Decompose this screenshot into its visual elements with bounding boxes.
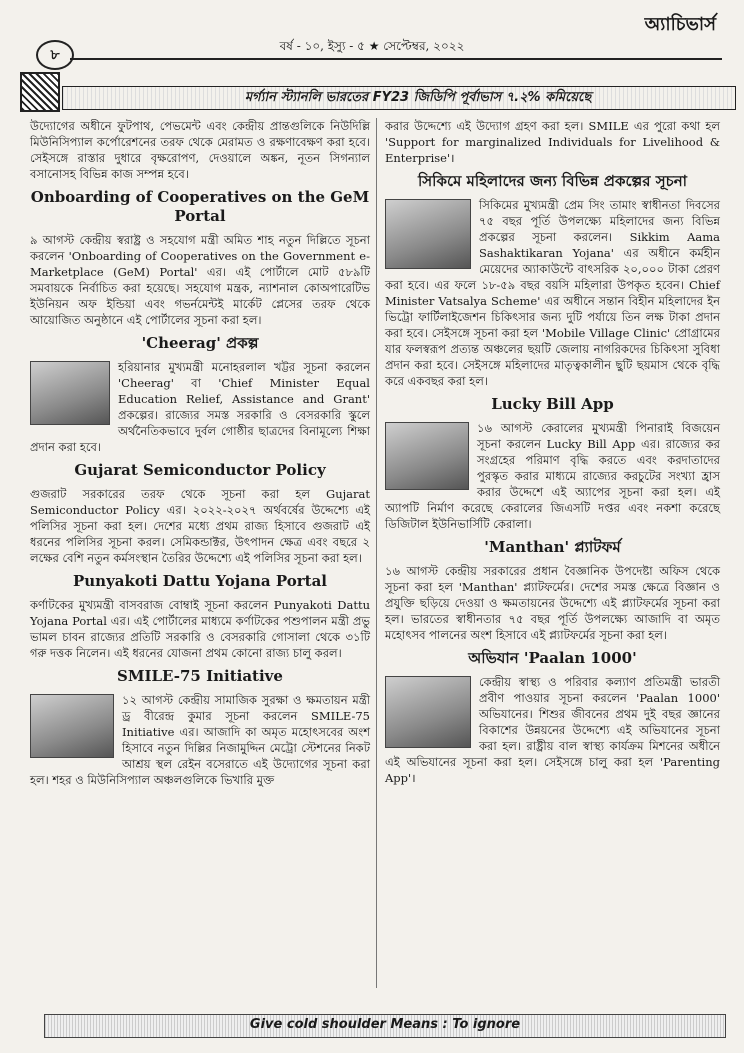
section-title-lucky-bill: Lucky Bill App xyxy=(491,395,614,413)
photo-kerala-cm xyxy=(385,422,469,490)
photo-smile-minister xyxy=(30,694,114,758)
photo-sikkim-cm xyxy=(385,199,471,269)
section-body-gem: ৯ আগস্ট কেন্দ্রীয় স্বরাষ্ট্র ও সহযোগ মন্ত্রী অমিত শাহ নতুন দিল্লিতে সূচনা করলেন 'Onboarding of Cooperatives on the Government e-Marketplace (GeM) Portal' এর। এই পোর্টালে মোট ৫৮৯টি সমবায়কে নির্বাচিত করা হয়েছে। সহযোগ মন্ত্রক, ন্যাশনাল কোঅপারেটিভ ইউনিয়ন অফ ইন্ডিয়া এবং গভর্নমেন্টই মার্কেট প্লেসের তরফ থেকে আয়োজিত অনুষ্ঠানে এই পোর্টালের সূচনা করা হল। xyxy=(30,233,370,327)
right-intro-text: করার উদ্দেশ্যে এই উদ্যোগ গ্রহণ করা হল। SMILE এর পুরো কথা হল 'Support for marginalized Individuals for Livelihood & Enterprise'। xyxy=(385,119,720,165)
banner-headline: মর্গ্যান স্ট্যানলি ভারতের FY23 জিডিপি পূর্বাভাস ৭.২% কমিয়েছে xyxy=(244,90,592,105)
section-title-paalan: অভিযান 'Paalan 1000' xyxy=(468,649,637,667)
section-title-smile: SMILE-75 Initiative xyxy=(117,667,283,685)
section-title-manthan: 'Manthan' প্ল্যাটফর্ম xyxy=(484,538,621,556)
left-intro-text: উদ্যোগের অধীনে ফুটপাথ, পেভমেন্ট এবং কেন্দ্রীয় প্রান্তগুলিকে নিউদিল্লি মিউনিসিপ্যাল কর্পোরেশনের তরফ থেকে মেরামত ও রক্ষণাবেক্ষণ করা হবে। সেইসঙ্গে রাস্তার দুধারে বৃক্ষরোপণ, দেওয়ালে অঙ্কন, নূতন সিগন্যাল বসানোসহ বিভিন্ন কাজ সম্পন্ন হবে। xyxy=(30,119,370,181)
page-number: ৮ xyxy=(36,40,74,70)
photo-health-minister xyxy=(385,676,471,748)
section-title-punyakoti: Punyakoti Dattu Yojana Portal xyxy=(72,572,328,590)
section-body-gujarat: গুজরাট সরকারের তরফ থেকে সূচনা করা হল Gujarat Semiconductor Policy এর। ২০২২-২০২৭ অর্থবর্ষের উদ্দেশ্যে এই পলিসির সূচনা করা হল। দেশের মধ্যে প্রথম রাজ্য হিসাবে গুজরাট এই ধরনের পলিসির সূচনা করল। সেমিকন্ডাক্টর, উৎপাদন ক্ষেত্র এবং বছরে ২ লক্ষের বেশি নতুন কর্মসংস্থান তৈরির উদ্দেশ্যে এই পলিসির সূচনা করা হল। xyxy=(30,487,370,565)
section-body-cheerag: হরিয়ানার মুখ্যমন্ত্রী মনোহরলাল খট্টর সূচনা করলেন 'Cheerag' বা 'Chief Minister Equal Education Relief, Assistance and Grant' প্রকল্পের। রাজ্যের সমস্ত সরকারি ও বেসরকারি স্কুলে অর্থনৈতিকভাবে দুর্বল গোষ্ঠীর ছাত্রদের বিনামূল্যে শিক্ষা প্রদান করা হবে। xyxy=(30,360,370,454)
column-divider xyxy=(376,118,377,988)
section-title-gem: Onboarding of Cooperatives on the GeM Portal xyxy=(30,188,370,225)
section-body-paalan: কেন্দ্রীয় স্বাস্থ্য ও পরিবার কল্যাণ প্রতিমন্ত্রী ভারতী প্রবীণ পাওয়ার সূচনা করলেন 'Paalan 1000' অভিযানের। শিশুর জীবনের প্রথম দুই বছর জ্ঞানের বিকাশের উন্নয়নের উদ্দেশ্যে এই অভিযানের সূচনা করা হল। রাষ্ট্রীয় বাল স্বাস্থ্য কার্যক্রম মিশনের অধীনে এই অভিযানের সূচনা করা হল। সেইসঙ্গে চালু করা হল 'Parenting App'। xyxy=(385,675,720,785)
section-body-sikkim: সিকিমের মুখ্যমন্ত্রী প্রেম সিং তামাং স্বাধীনতা দিবসের ৭৫ বছর পূর্তি উপলক্ষ্যে মহিলাদের জন্য বিভিন্ন প্রকল্পের সূচনা করলেন। Sikkim Aama Sashaktikaran Yojana' এর অধীনে কর্মহীন মেয়েদের অ্যাকাউন্টে বাৎসরিক ২০,০০০ টাকা প্রেরণ করা হবে। এর ফলে ১৮-৫৯ বছর বয়সি মহিলারা উপকৃত হবেন। Chief Minister Vatsalya Scheme' এর অধীনে সন্তান বিহীন মহিলাদের ইন ভিট্রো ফার্টিলাইজেশন চিকিৎসার জন্য দুটি পর্যায়ে তিন লক্ষ টাকা প্রদান করা হবে। সেইসঙ্গে সূচনা করা হল 'Mobile Village Clinic' প্রোগ্রামের যার ফলস্বরূপ প্রত্যন্ত অঞ্চলের ছয়টি জেলায় নাগরিকদের চিকিৎসা সুবিধা প্রদান করা হবে। সেইসঙ্গে মহিলাদের মাতৃত্বকালীন ছুটি ছয়মাস থেকে বৃদ্ধি করে একবছর করা হল। xyxy=(385,198,720,388)
newspaper-icon xyxy=(20,72,60,112)
header-rule xyxy=(70,58,722,60)
headline-banner xyxy=(20,72,736,112)
issue-info: বর্ষ - ১০, ইস্যু - ৫ ★ সেপ্টেম্বর, ২০২২ xyxy=(279,39,465,53)
footer-strip xyxy=(44,1014,726,1038)
footer-idiom: Give cold shoulder Means : To ignore xyxy=(249,1017,521,1032)
photo-haryana-cm xyxy=(30,361,110,425)
section-title-gujarat: Gujarat Semiconductor Policy xyxy=(74,461,326,479)
brand-logo: অ্যাচিভার্স xyxy=(644,14,716,35)
section-body-smile: ১২ আগস্ট কেন্দ্রীয় সামাজিক সুরক্ষা ও ক্ষমতায়ন মন্ত্রী ড্র বীরেন্দ্র কুমার সূচনা করলেন SMILE-75 Initiative এর। আজাদি কা অমৃত মহোৎসবের অংশ হিসাবে নতুন দিল্লির নিজামুদ্দিন মেট্রো স্টেশনের নিকট আশ্রয় স্থল রেইন বসেরাতে এই উদ্যোগের সূচনা করা হল। শহর ও মিউনিসিপ্যাল অঞ্চলগুলিকে ভিখারি মুক্ত xyxy=(30,693,370,787)
section-body-manthan: ১৬ আগস্ট কেন্দ্রীয় সরকারের প্রধান বৈজ্ঞানিক উপদেষ্টা অফিস থেকে সূচনা করা হল 'Manthan' প্ল্যাটফর্মের। দেশের সমস্ত ক্ষেত্রে বিজ্ঞান ও প্রযুক্তি ছড়িয়ে দেওয়া ও ক্ষমতায়নের উদ্দেশ্যে এই প্ল্যাটফর্মের সূচনা করা হল। ভারতের স্বাধীনতার ৭৫ বছর পূর্তি উপলক্ষ্যে আজাদি বা অমৃত মহোৎসব পালনের অংশ হিসাবে এই প্ল্যাটফর্মের সূচনা করা হল। xyxy=(385,564,720,642)
section-body-punyakoti: কর্ণাটকের মুখ্যমন্ত্রী বাসবরাজ বোম্বাই সূচনা করলেন Punyakoti Dattu Yojana Portal এর। এই পোর্টালের মাধ্যমে কর্ণাটকের পশুপালন মন্ত্রী প্রভু ভামল চাবন রাজ্যের প্রতিটি সরকারি ও বেসরকারি গোসালা থেকে ৩১টি গরু দত্তক নিলেন। এই ধরনের যোজনা প্রথম কোনো রাজ্য চালু করল। xyxy=(30,598,370,660)
right-column xyxy=(385,118,720,788)
section-body-lucky-bill: ১৬ আগস্ট কেরালের মুখ্যমন্ত্রী পিনারাই বিজয়েন সূচনা করলেন Lucky Bill App এর। রাজ্যের কর সংগ্রহের পরিমাণ বৃদ্ধি করতে এবং করদাতাদের পুরস্কৃত করার মাধ্যমে রাজ্যের করচুটের সংখ্যা হ্রাস করার উদ্দেশে এই অ্যাপের সূচনা করা হল। এই অ্যাপটি নির্মাণ করেছে কেরালের জিএসটি দপ্তর এবং নকশা করেছে ডিজিটাল ইউনিভার্সিটি কেরালা। xyxy=(385,421,720,531)
section-title-cheerag: 'Cheerag' প্রকল্প xyxy=(141,334,259,352)
left-column xyxy=(30,118,370,790)
section-title-sikkim: সিকিমে মহিলাদের জন্য বিভিন্ন প্রকল্পের সূচনা xyxy=(417,172,688,190)
